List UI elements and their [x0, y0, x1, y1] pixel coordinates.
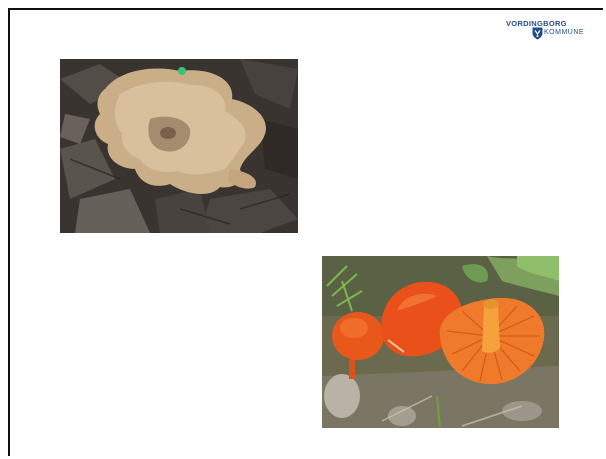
vordingborg-kommune-logo: [506, 18, 598, 54]
logo-text-bottom: KOMMUNE: [544, 29, 585, 36]
coat-of-arms-icon: [532, 27, 543, 40]
mushroom-photo-orange: [322, 256, 559, 428]
logo-text-top: VORDINGBORG: [506, 19, 567, 28]
mushroom-photo-tan: [60, 59, 298, 233]
